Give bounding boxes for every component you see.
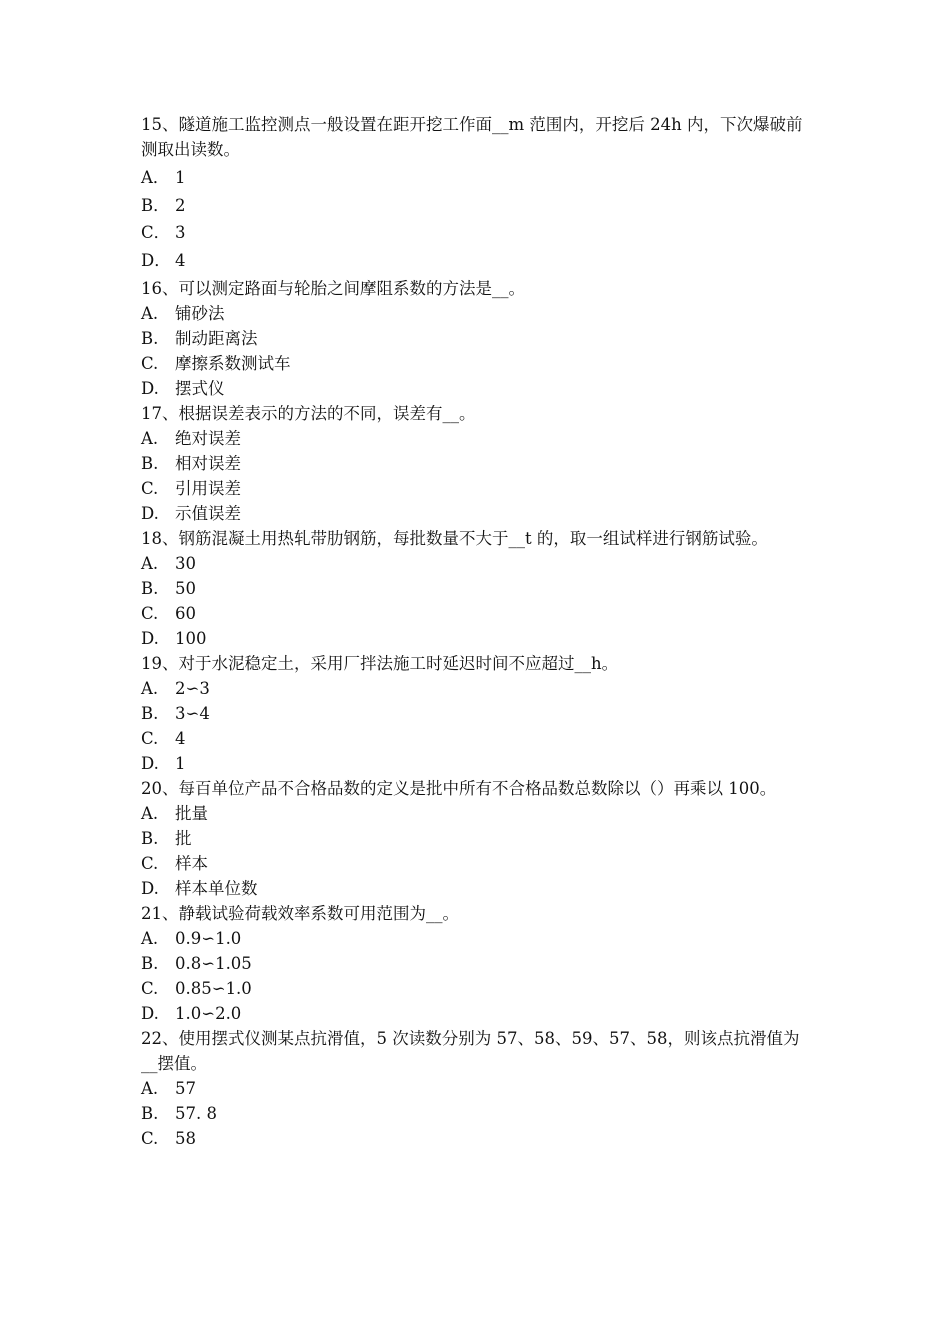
option-a <box>141 301 809 326</box>
question-22 <box>141 1026 809 1151</box>
question-19 <box>141 651 809 776</box>
option-c <box>141 351 809 376</box>
question-20 <box>141 776 809 901</box>
question-16 <box>141 276 809 401</box>
option-d <box>141 376 809 401</box>
option-letter: B. <box>141 329 159 348</box>
option-d <box>141 247 809 275</box>
option-letter: C. <box>141 479 159 498</box>
question-17 <box>141 401 809 526</box>
option-letter: D. <box>141 1004 159 1023</box>
option-text: 50 <box>175 579 196 598</box>
option-letter: A. <box>141 804 159 823</box>
option-text: 样本 <box>175 854 208 873</box>
question-text: 18、钢筋混凝土用热轧带肋钢筋，每批数量不大于__t 的，取一组试样进行钢筋试验。 <box>141 529 768 548</box>
option-letter: C． <box>141 223 171 242</box>
option-letter: B. <box>141 579 159 598</box>
option-letter: D. <box>141 754 159 773</box>
option-b <box>141 451 809 476</box>
option-letter: B． <box>141 195 170 215</box>
option-letter: D. <box>141 379 159 398</box>
option-b <box>141 192 809 220</box>
option-letter: A. <box>141 929 159 948</box>
option-a <box>141 164 809 192</box>
option-c <box>141 851 809 876</box>
option-letter: C. <box>141 604 159 623</box>
option-a <box>141 1076 809 1101</box>
option-letter: C. <box>141 979 159 998</box>
option-letter: A. <box>141 429 159 448</box>
question-text: 20、每百单位产品不合格品数的定义是批中所有不合格品数总数除以（）再乘以 100。 <box>141 779 777 798</box>
option-text: 批量 <box>175 804 208 823</box>
option-letter: B. <box>141 829 159 848</box>
option-d <box>141 501 809 526</box>
option-text: 4 <box>175 729 186 748</box>
option-d <box>141 1001 809 1026</box>
option-b <box>141 701 809 726</box>
option-text: 铺砂法 <box>175 304 225 323</box>
question-list <box>141 112 809 1151</box>
option-letter: C. <box>141 854 159 873</box>
option-text: 0.85∽1.0 <box>175 979 252 998</box>
option-text: 57 <box>175 1079 196 1098</box>
option-letter: A. <box>141 554 159 573</box>
option-text: 相对误差 <box>175 454 241 473</box>
option-text: 批 <box>175 829 192 848</box>
option-d <box>141 626 809 651</box>
option-a <box>141 551 809 576</box>
option-letter: A． <box>141 168 170 187</box>
option-text: 摩擦系数测试车 <box>175 354 291 373</box>
option-c <box>141 1126 809 1151</box>
option-text: 1 <box>175 168 186 187</box>
question-text: 21、静载试验荷载效率系数可用范围为__。 <box>141 904 459 923</box>
option-text: 制动距离法 <box>175 329 258 348</box>
question-text: 15、隧道施工监控测点一般设置在距开挖工作面__m 范围内，开挖后 24h 内，下次爆破前测取出读数。 <box>141 115 803 159</box>
option-letter: A. <box>141 1079 159 1098</box>
option-letter: B. <box>141 954 159 973</box>
option-text: 30 <box>175 554 196 573</box>
option-letter: B. <box>141 1104 159 1123</box>
question-15 <box>141 112 809 274</box>
option-letter: C. <box>141 1129 159 1148</box>
option-letter: C. <box>141 354 159 373</box>
option-text: 3 <box>175 223 186 242</box>
option-b <box>141 951 809 976</box>
option-b <box>141 826 809 851</box>
option-letter: B. <box>141 704 159 723</box>
option-text: 58 <box>175 1129 196 1148</box>
option-text: 0.9∽1.0 <box>175 929 242 948</box>
question-21 <box>141 901 809 1026</box>
option-text: 2∽3 <box>175 679 210 698</box>
option-a <box>141 426 809 451</box>
option-letter: A. <box>141 679 159 698</box>
option-b <box>141 576 809 601</box>
option-letter: D． <box>141 250 171 270</box>
option-letter: D. <box>141 504 159 523</box>
option-text: 3∽4 <box>175 704 210 723</box>
option-text: 引用误差 <box>175 479 241 498</box>
option-text: 摆式仪 <box>175 379 225 398</box>
option-c <box>141 476 809 501</box>
option-c <box>141 219 809 247</box>
option-text: 示值误差 <box>175 504 241 523</box>
option-c <box>141 601 809 626</box>
option-text: 100 <box>175 629 207 648</box>
option-text: 60 <box>175 604 196 623</box>
question-text: 16、可以测定路面与轮胎之间摩阻系数的方法是__。 <box>141 279 525 298</box>
option-b <box>141 326 809 351</box>
option-a <box>141 801 809 826</box>
option-c <box>141 726 809 751</box>
question-text: 17、根据误差表示的方法的不同，误差有__。 <box>141 404 476 423</box>
option-text: 4 <box>175 250 186 270</box>
option-letter: B. <box>141 454 159 473</box>
option-a <box>141 926 809 951</box>
option-d <box>141 876 809 901</box>
option-a <box>141 676 809 701</box>
option-text: 0.8∽1.05 <box>175 954 252 973</box>
option-c <box>141 976 809 1001</box>
option-d <box>141 751 809 776</box>
option-letter: D. <box>141 629 159 648</box>
question-text: 19、对于水泥稳定土，采用厂拌法施工时延迟时间不应超过__h。 <box>141 654 619 673</box>
option-letter: A. <box>141 304 159 323</box>
question-text: 22、使用摆式仪测某点抗滑值，5 次读数分别为 57、58、59、57、58，则该点抗滑值为__摆值。 <box>141 1029 800 1073</box>
option-letter: D. <box>141 879 159 898</box>
option-text: 绝对误差 <box>175 429 241 448</box>
option-letter: C. <box>141 729 159 748</box>
question-18 <box>141 526 809 651</box>
option-text: 1.0∽2.0 <box>175 1004 242 1023</box>
option-text: 57. 8 <box>175 1104 217 1123</box>
option-b <box>141 1101 809 1126</box>
option-text: 样本单位数 <box>175 879 258 898</box>
option-text: 1 <box>175 754 186 773</box>
option-text: 2 <box>175 195 186 215</box>
